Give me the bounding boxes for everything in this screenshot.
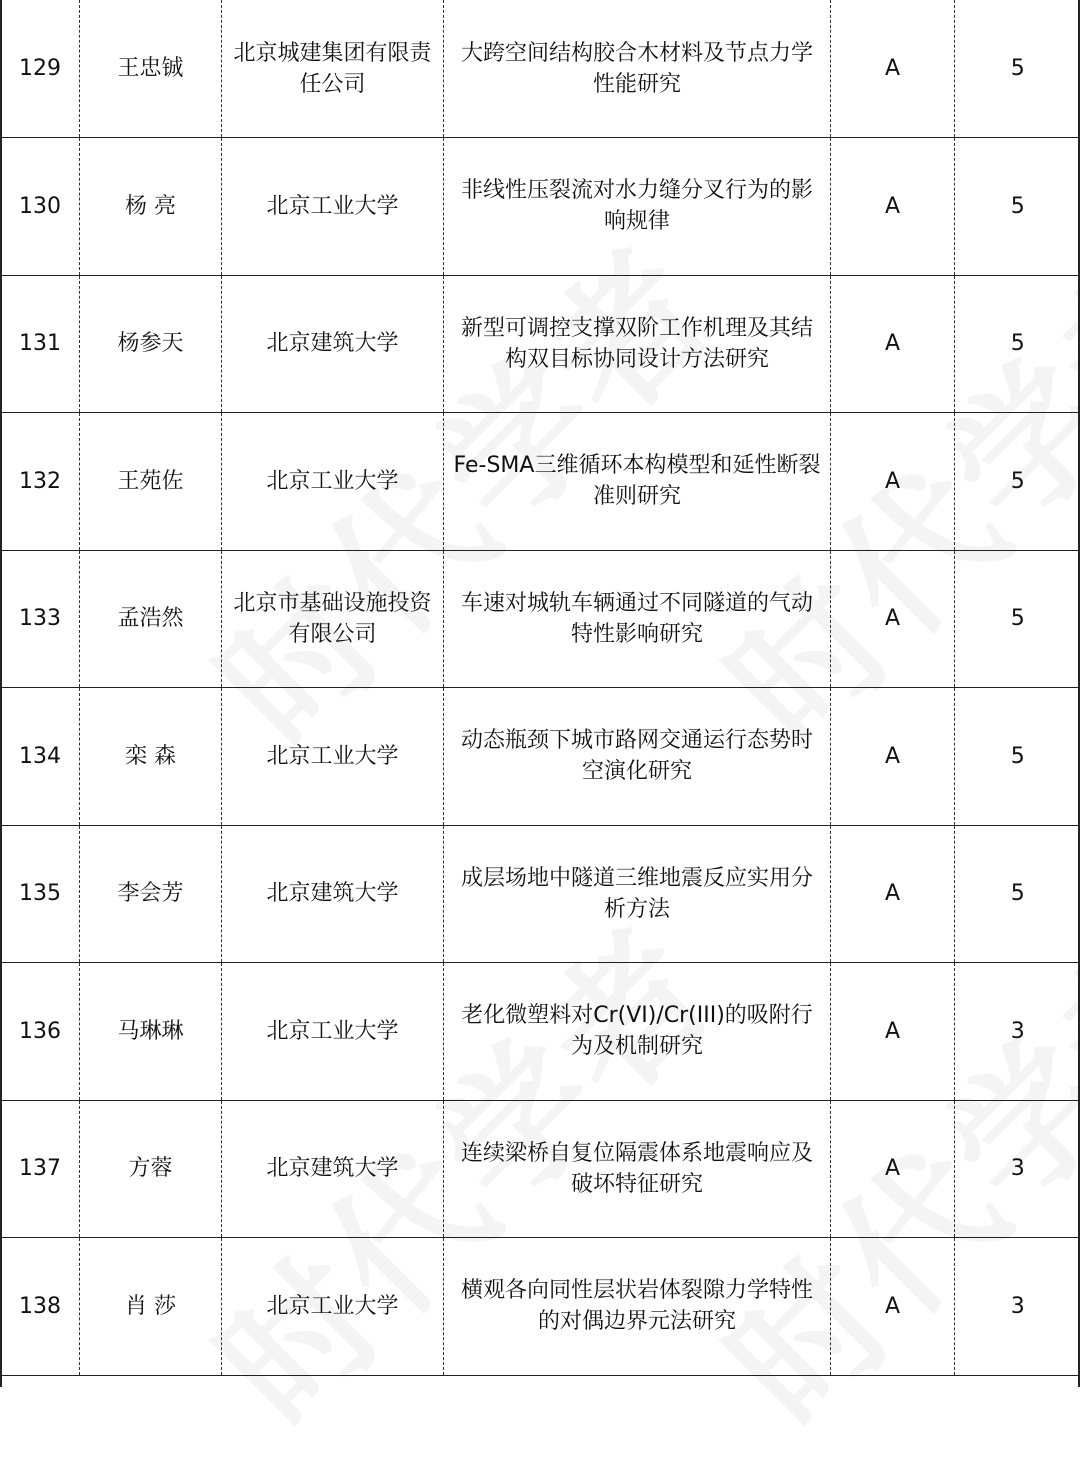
cell-name: 孟浩然 <box>80 550 222 688</box>
cell-number: 137 <box>1 1100 80 1238</box>
cell-grade: A <box>831 688 955 826</box>
table-row <box>1 413 1080 551</box>
cell-grade: A <box>831 0 955 138</box>
table-row <box>1 688 1080 826</box>
cell-amount: 3 <box>955 963 1080 1101</box>
cell-organization: 北京工业大学 <box>222 1238 444 1376</box>
cell-name: 李会芳 <box>80 825 222 963</box>
table-row <box>1 550 1080 688</box>
cell-organization: 北京建筑大学 <box>222 275 444 413</box>
table-body <box>1 0 1080 1375</box>
cell-name: 杨参天 <box>80 275 222 413</box>
cell-project-title: 连续梁桥自复位隔震体系地震响应及破坏特征研究 <box>444 1100 831 1238</box>
cell-organization: 北京城建集团有限责任公司 <box>222 0 444 138</box>
table-row <box>1 0 1080 138</box>
cell-amount: 5 <box>955 275 1080 413</box>
cell-project-title: 新型可调控支撑双阶工作机理及其结构双目标协同设计方法研究 <box>444 275 831 413</box>
table-row <box>1 138 1080 276</box>
cell-project-title: Fe-SMA三维循环本构模型和延性断裂准则研究 <box>444 413 831 551</box>
cell-amount: 5 <box>955 413 1080 551</box>
cell-amount: 3 <box>955 1238 1080 1376</box>
cell-number: 135 <box>1 825 80 963</box>
table-left-border <box>0 0 2 1387</box>
cell-project-title: 大跨空间结构胶合木材料及节点力学性能研究 <box>444 0 831 138</box>
cell-number: 129 <box>1 0 80 138</box>
cell-name: 马琳琳 <box>80 963 222 1101</box>
table-row <box>1 963 1080 1101</box>
cell-grade: A <box>831 1238 955 1376</box>
cell-amount: 5 <box>955 0 1080 138</box>
table-row <box>1 825 1080 963</box>
cell-organization: 北京工业大学 <box>222 413 444 551</box>
cell-organization: 北京工业大学 <box>222 688 444 826</box>
cell-project-title: 车速对城轨车辆通过不同隧道的气动特性影响研究 <box>444 550 831 688</box>
cell-amount: 5 <box>955 550 1080 688</box>
cell-project-title: 非线性压裂流对水力缝分叉行为的影响规律 <box>444 138 831 276</box>
cell-organization: 北京建筑大学 <box>222 1100 444 1238</box>
cell-name: 方蓉 <box>80 1100 222 1238</box>
cell-name: 栾 森 <box>80 688 222 826</box>
cell-grade: A <box>831 963 955 1101</box>
cell-number: 133 <box>1 550 80 688</box>
cell-number: 136 <box>1 963 80 1101</box>
cell-number: 132 <box>1 413 80 551</box>
table-row <box>1 1100 1080 1238</box>
cell-project-title: 横观各向同性层状岩体裂隙力学特性的对偶边界元法研究 <box>444 1238 831 1376</box>
cell-number: 131 <box>1 275 80 413</box>
cell-project-title: 老化微塑料对Cr(VI)/Cr(III)的吸附行为及机制研究 <box>444 963 831 1101</box>
cell-grade: A <box>831 1100 955 1238</box>
cell-grade: A <box>831 550 955 688</box>
cell-grade: A <box>831 825 955 963</box>
cell-amount: 5 <box>955 825 1080 963</box>
cell-organization: 北京工业大学 <box>222 963 444 1101</box>
table-row <box>1 275 1080 413</box>
cell-grade: A <box>831 413 955 551</box>
cell-organization: 北京工业大学 <box>222 138 444 276</box>
table-row <box>1 1238 1080 1376</box>
cell-number: 134 <box>1 688 80 826</box>
cell-project-title: 成层场地中隧道三维地震反应实用分析方法 <box>444 825 831 963</box>
cell-amount: 5 <box>955 138 1080 276</box>
cell-grade: A <box>831 138 955 276</box>
cell-organization: 北京建筑大学 <box>222 825 444 963</box>
cell-amount: 5 <box>955 688 1080 826</box>
cell-name: 王苑佐 <box>80 413 222 551</box>
cell-name: 王忠铖 <box>80 0 222 138</box>
cell-name: 杨 亮 <box>80 138 222 276</box>
cell-project-title: 动态瓶颈下城市路网交通运行态势时空演化研究 <box>444 688 831 826</box>
cell-organization: 北京市基础设施投资有限公司 <box>222 550 444 688</box>
cell-grade: A <box>831 275 955 413</box>
cell-number: 138 <box>1 1238 80 1376</box>
cell-amount: 3 <box>955 1100 1080 1238</box>
cell-name: 肖 莎 <box>80 1238 222 1376</box>
cell-number: 130 <box>1 138 80 276</box>
